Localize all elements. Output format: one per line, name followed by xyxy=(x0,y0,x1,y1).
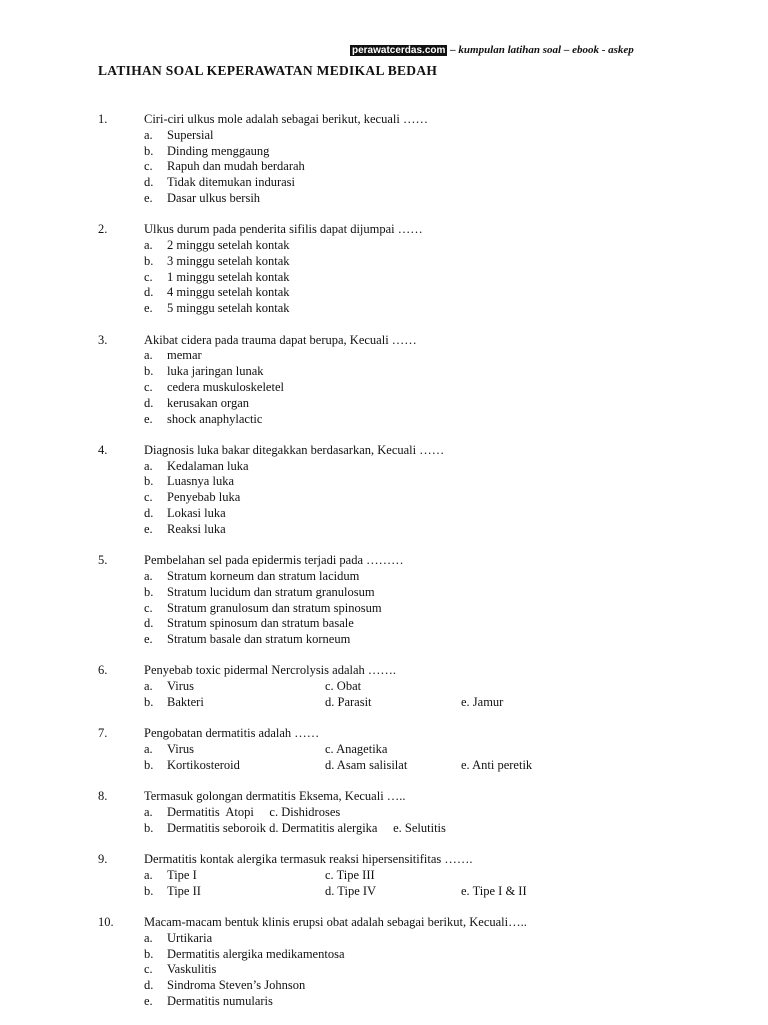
option-letter: e. xyxy=(144,411,153,426)
question-number: 1. xyxy=(98,112,108,126)
option-letter: a. xyxy=(144,742,153,757)
question-number: 6. xyxy=(98,663,108,678)
option-text: luka jaringan lunak xyxy=(167,364,264,379)
option-letter: e. xyxy=(144,301,153,316)
option-letter: c. xyxy=(144,269,153,284)
option-text: c. Tipe III xyxy=(325,867,375,882)
option-text: Dermatitis alergika medikamentosa xyxy=(167,946,345,961)
question-text: Termasuk golongan dermatitis Eksema, Kecuali ….. xyxy=(144,789,406,804)
option-text: Dermatitis seboroik d. Dermatitis alergika e. Selutitis xyxy=(167,820,446,835)
option-letter: e. xyxy=(144,190,153,205)
option-text: Penyebab luka xyxy=(167,490,241,505)
option-letter: e. xyxy=(144,993,153,1008)
option-letter: a. xyxy=(144,458,153,473)
option-text: Dinding menggaung xyxy=(167,143,270,158)
question-text: Ciri-ciri ulkus mole adalah sebagai berikut, kecuali …… xyxy=(144,112,428,126)
option-text: Kortikosteroid xyxy=(167,757,240,772)
question-8 xyxy=(98,789,738,836)
question-2 xyxy=(98,222,738,317)
option-letter: b. xyxy=(144,757,154,772)
question-number: 8. xyxy=(98,789,108,804)
option-text: Tipe II xyxy=(167,883,201,898)
option-text: Stratum basale dan stratum korneum xyxy=(167,632,351,647)
option-letter: b. xyxy=(144,584,154,599)
question-text: Diagnosis luka bakar ditegakkan berdasarkan, Kecuali …… xyxy=(144,442,445,457)
site-name[interactable]: perawatcerdas.com xyxy=(352,45,446,56)
option-letter: d. xyxy=(144,395,154,410)
option-letter: a. xyxy=(144,127,153,142)
question-3 xyxy=(98,333,738,428)
option-letter: c. xyxy=(144,490,153,505)
questions-1-5 xyxy=(98,112,738,648)
option-letter: a. xyxy=(144,679,153,694)
option-text: e. Tipe I & II xyxy=(461,883,527,898)
option-letter: c. xyxy=(144,600,153,615)
option-text: 4 minggu setelah kontak xyxy=(167,285,290,300)
option-text: Bakteri xyxy=(167,695,204,709)
option-text: memar xyxy=(167,348,202,363)
option-text: Supersial xyxy=(167,127,214,142)
option-letter: c. xyxy=(144,379,153,394)
option-letter: b. xyxy=(144,474,154,489)
option-letter: b. xyxy=(144,883,154,898)
option-letter: e. xyxy=(144,521,153,536)
option-text: Tidak ditemukan indurasi xyxy=(167,175,296,190)
option-letter: d. xyxy=(144,506,154,521)
option-text: Rapuh dan mudah berdarah xyxy=(167,159,305,174)
option-text: Kedalaman luka xyxy=(167,458,249,473)
option-text: Tipe I xyxy=(167,867,197,882)
question-7 xyxy=(98,726,738,773)
option-text: Stratum korneum dan stratum lacidum xyxy=(167,568,360,583)
question-text: Penyebab toxic pidermal Nercrolysis adalah ……. xyxy=(144,663,397,678)
option-text: Sindroma Steven’s Johnson xyxy=(167,978,306,993)
option-letter: e. xyxy=(144,632,153,647)
option-text: 3 minggu setelah kontak xyxy=(167,253,290,268)
option-letter: b. xyxy=(144,946,154,961)
question-text: Pengobatan dermatitis adalah …… xyxy=(144,726,320,741)
option-letter: c. xyxy=(144,962,153,977)
option-text: Virus xyxy=(167,679,195,694)
question-6 xyxy=(98,663,738,710)
option-letter: a. xyxy=(144,238,153,253)
option-letter: a. xyxy=(144,568,153,583)
option-letter: a. xyxy=(144,930,153,945)
question-number: 10. xyxy=(98,914,114,929)
option-text: d. Asam salisilat xyxy=(325,757,408,772)
option-text: Reaksi luka xyxy=(167,521,226,536)
option-letter: d. xyxy=(144,616,154,631)
question-4 xyxy=(98,443,738,538)
question-1 xyxy=(98,112,738,207)
option-text: Stratum granulosum dan stratum spinosum xyxy=(167,600,382,615)
option-text: e. Jamur xyxy=(461,695,504,709)
option-text: shock anaphylactic xyxy=(167,411,263,426)
option-text: 5 minggu setelah kontak xyxy=(167,301,290,316)
option-letter: b. xyxy=(144,253,154,268)
option-text: Vaskulitis xyxy=(167,962,217,977)
question-5 xyxy=(98,553,738,648)
option-text: Luasnya luka xyxy=(167,474,234,489)
option-letter: d. xyxy=(144,175,154,190)
option-text: kerusakan organ xyxy=(167,395,250,410)
option-letter: a. xyxy=(144,348,153,363)
option-letter: d. xyxy=(144,978,154,993)
option-letter: b. xyxy=(144,820,154,835)
option-letter: c. xyxy=(144,159,153,174)
question-number: 7. xyxy=(98,726,108,741)
question-number: 4. xyxy=(98,442,108,457)
option-text: Lokasi luka xyxy=(167,506,226,521)
option-text: 2 minggu setelah kontak xyxy=(167,238,290,253)
question-number: 2. xyxy=(98,222,108,237)
option-text: 1 minggu setelah kontak xyxy=(167,269,290,284)
option-text: Virus xyxy=(167,742,195,757)
question-number: 9. xyxy=(98,852,108,867)
option-text: Dasar ulkus bersih xyxy=(167,190,261,205)
page-header xyxy=(350,44,634,56)
question-number: 5. xyxy=(98,553,108,568)
option-text: cedera muskuloskeletel xyxy=(167,379,284,394)
option-letter: a. xyxy=(144,867,153,882)
question-text: Macam-macam bentuk klinis erupsi obat adalah sebagai berikut, Kecuali….. xyxy=(144,914,527,929)
question-9 xyxy=(98,852,738,899)
option-letter: d. xyxy=(144,285,154,300)
document-title: LATIHAN SOAL KEPERAWATAN MEDIKAL BEDAH xyxy=(98,63,438,78)
option-text: Dermatitis numularis xyxy=(167,993,273,1008)
option-letter: a. xyxy=(144,804,153,819)
option-letter: b. xyxy=(144,143,154,158)
question-text: Ulkus durum pada penderita sifilis dapat dijumpai …… xyxy=(144,222,423,237)
option-text: Stratum spinosum dan stratum basale xyxy=(167,616,354,631)
question-10 xyxy=(98,915,738,1010)
question-text: Pembelahan sel pada epidermis terjadi pada ……… xyxy=(144,553,404,568)
option-text: e. Anti peretik xyxy=(461,757,533,772)
question-text: Akibat cidera pada trauma dapat berupa, Kecuali …… xyxy=(144,332,417,347)
option-letter: b. xyxy=(144,364,154,379)
option-text: Dermatitis Atopi c. Dishidroses xyxy=(167,804,341,819)
question-list xyxy=(98,112,738,1025)
question-number: 3. xyxy=(98,332,108,347)
option-text: Stratum lucidum dan stratum granulosum xyxy=(167,584,375,599)
option-text: c. Anagetika xyxy=(325,742,388,757)
option-text: Urtikaria xyxy=(167,930,213,945)
question-text: Dermatitis kontak alergika termasuk reaksi hipersensitifitas ……. xyxy=(144,852,473,867)
option-letter: b. xyxy=(144,695,154,709)
option-text: c. Obat xyxy=(325,679,362,694)
header-tagline: – kumpulan latihan soal – ebook - askep xyxy=(447,44,634,56)
option-text: d. Parasit xyxy=(325,695,372,709)
option-text: d. Tipe IV xyxy=(325,883,377,898)
